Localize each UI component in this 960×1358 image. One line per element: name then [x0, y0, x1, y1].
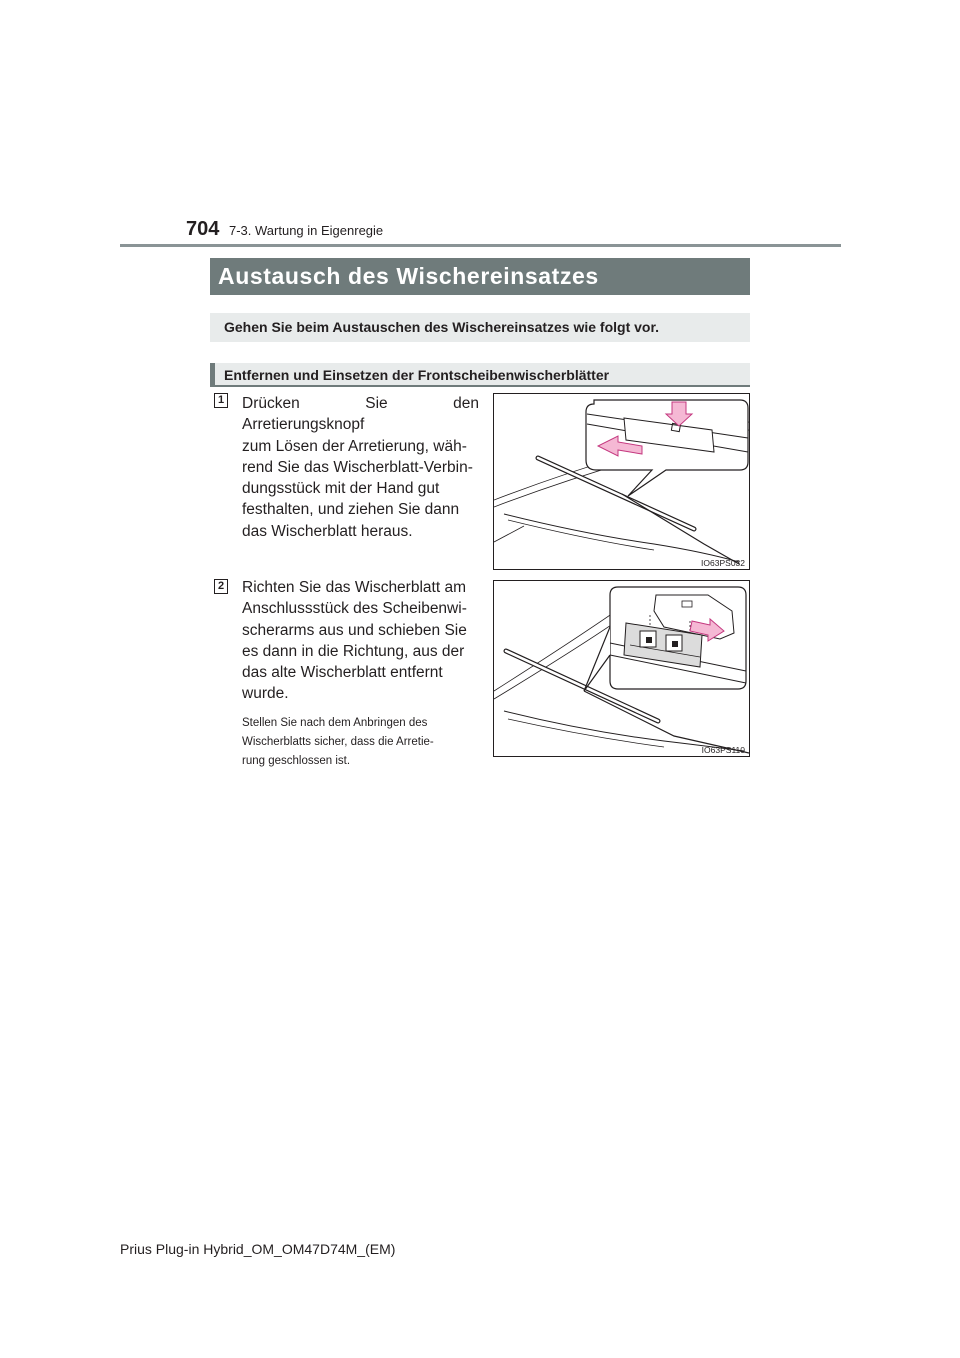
wiper-installation-illustration — [494, 581, 749, 756]
section-reference: 7-3. Wartung in Eigenregie — [229, 223, 384, 238]
step-2-line: Anschlussstück des Scheibenwi- — [242, 600, 467, 618]
step-2-note-line: Stellen Sie nach dem Anbringen des — [242, 716, 428, 729]
step-2-line: scherarms aus und schieben Sie — [242, 621, 467, 639]
page-number: 704 — [186, 218, 220, 240]
figure-code: IO63PS110 — [701, 745, 745, 755]
step-number-1: 1 — [214, 393, 228, 408]
figure-wiper-installation — [493, 580, 750, 757]
step-1-line: das Wischerblatt heraus. — [242, 522, 413, 540]
step-1-line: Drücken Sie den Arretierungsknopf — [242, 395, 479, 434]
step-1-line: dungsstück mit der Hand gut — [242, 480, 440, 498]
intro-text: Gehen Sie beim Austauschen des Wischereinsatzes wie folgt vor. — [210, 313, 750, 342]
step-1-text — [242, 393, 479, 542]
step-2-line: es dann in die Richtung, aus der — [242, 642, 465, 660]
section-title: Austausch des Wischereinsatzes — [210, 258, 750, 295]
step-2-line: das alte Wischerblatt entfernt — [242, 664, 443, 682]
step-1-line: rend Sie das Wischerblatt-Verbin- — [242, 458, 473, 476]
header-rule — [120, 244, 841, 247]
step-2-line: Richten Sie das Wischerblatt am — [242, 579, 466, 596]
step-2-note-line: Wischerblatts sicher, dass die Arretie- — [242, 735, 434, 748]
step-2-note-line: rung geschlossen ist. — [242, 754, 351, 767]
wiper-removal-illustration — [494, 394, 749, 569]
figure-wiper-removal — [493, 393, 750, 570]
footer-document-id: Prius Plug-in Hybrid_OM_OM47D74M_(EM) — [120, 1241, 396, 1257]
step-2-line: wurde. — [242, 685, 289, 703]
step-1-line: zum Lösen der Arretierung, wäh- — [242, 437, 467, 455]
subsection-heading: Entfernen und Einsetzen der Frontscheibenwischerblätter — [210, 363, 750, 387]
figure-code: IO63PS032 — [701, 558, 745, 568]
step-1-line: festhalten, und ziehen Sie dann — [242, 501, 460, 519]
step-2-text — [242, 577, 479, 771]
step-number-2: 2 — [214, 579, 228, 594]
